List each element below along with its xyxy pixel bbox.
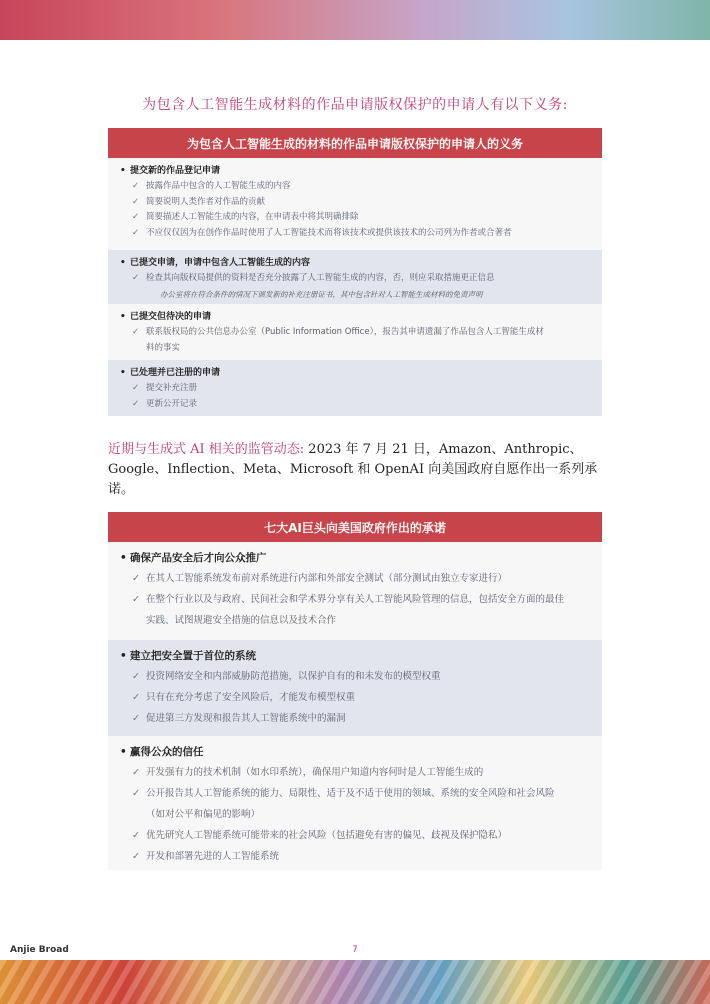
checkmark-icon: ✓: [132, 273, 140, 283]
list-item: ✓ 在其人工智能系统发布前对系统进行内部和外部安全测试（部分测试由独立专家进行）: [120, 568, 592, 589]
paragraph-highlight: 近期与生成式 AI 相关的监管动态:: [108, 442, 305, 457]
list-item: ✓ 提交补充注册: [120, 381, 592, 397]
paragraph-text: 2023 年 7 月 21 日，Amazon、Anthropic、Google、Inflection、Meta、Microsoft 和 OpenAI 向美国政府自愿作出一系列承诺。: [108, 442, 598, 497]
section-heading: • 已提交但待决的申请: [120, 310, 592, 325]
section-pending: [108, 304, 602, 360]
checkmark-icon: ✓: [132, 713, 140, 724]
section-heading: • 已处理并已注册的申请: [120, 366, 592, 381]
section-security-first: [108, 640, 602, 736]
bullet-icon: •: [120, 552, 127, 564]
page-number: 7: [352, 945, 358, 955]
list-item: ✓ 投资网络安全和内部威胁防范措施，以保护自有的和未发布的模型权重: [120, 666, 592, 687]
checkmark-icon: ✓: [132, 227, 140, 238]
checkmark-icon: ✓: [132, 327, 140, 337]
section-registered: [108, 360, 602, 416]
checkmark-icon: ✓: [132, 383, 140, 393]
checkmark-icon: ✓: [132, 851, 140, 862]
list-item: ✓ 开发强有力的技术机制（如水印系统），确保用户知道内容何时是人工智能生成的: [120, 762, 592, 783]
checkmark-icon: ✓: [132, 692, 140, 703]
section-submitted-with-ai: [108, 250, 602, 304]
section-new-application: [108, 158, 602, 250]
checkmark-icon: ✓: [132, 573, 140, 584]
checkmark-icon: ✓: [132, 398, 140, 409]
list-item: ✓ 只有在充分考虑了安全风险后，才能发布模型权重: [120, 687, 592, 708]
bullet-icon: •: [120, 312, 126, 322]
section-public-trust: [108, 736, 602, 870]
list-item: ✓ 优先研究人工智能系统可能带来的社会风险（包括避免有害的偏见、歧视及保护隐私）: [120, 825, 592, 846]
section-product-safety: [108, 542, 602, 640]
checkmark-icon: ✓: [132, 181, 140, 191]
section-heading: • 确保产品安全后才向公众推广: [120, 548, 592, 568]
panel-title: 七大AI巨头向美国政府作出的承诺: [108, 512, 602, 542]
checkmark-icon: ✓: [132, 788, 140, 799]
checkmark-icon: ✓: [132, 594, 140, 605]
footer-author: Anjie Broad: [10, 945, 69, 955]
checkmark-icon: ✓: [132, 671, 140, 682]
regulatory-paragraph: [108, 440, 602, 500]
bullet-icon: •: [120, 746, 127, 758]
list-item: ✓ 更新公开记录: [120, 397, 592, 413]
checkmark-icon: ✓: [132, 196, 140, 207]
section-heading: • 提交新的作品登记申请: [120, 164, 592, 179]
list-item: ✓ 不应仅仅因为在创作作品时使用了人工智能技术而将该技术或提供该技术的公司列为作者或合著者: [120, 226, 592, 242]
list-item: ✓ 简要说明人类作者对作品的贡献: [120, 195, 592, 211]
list-item: ✓ 公开报告其人工智能系统的能力、局限性、适于及不适于使用的领域、系统的安全风险和社会风险: [120, 783, 592, 804]
list-item: ✓ 促进第三方发现和报告其人工智能系统中的漏洞: [120, 708, 592, 729]
panel-title: 为包含人工智能生成的材料的作品申请版权保护的申请人的义务: [108, 128, 602, 158]
checkmark-icon: ✓: [132, 767, 140, 778]
commitments-panel: [108, 512, 602, 870]
section-heading: • 赢得公众的信任: [120, 742, 592, 762]
bullet-icon: •: [120, 650, 127, 662]
list-item: ✓ 简要描述人工智能生成的内容，在申请表中将其明确排除: [120, 210, 592, 226]
list-item: ✓ 联系版权局的公共信息办公室（Public Information Office），报告其申请遗漏了作品包含人工智能生成材: [120, 325, 592, 341]
bullet-icon: •: [120, 258, 126, 268]
list-item: ✓ 开发和部署先进的人工智能系统: [120, 846, 592, 867]
list-item: ✓ 检查其向版权局提供的资料是否充分披露了人工智能生成的内容，否，则应采取措施更正信息: [120, 271, 592, 287]
section-heading: 为包含人工智能生成材料的作品申请版权保护的申请人有以下义务:: [142, 97, 568, 113]
section-heading: • 建立把安全置于首位的系统: [120, 646, 592, 666]
list-item-continued: 料的事实: [146, 342, 181, 353]
list-item-continued: 实践、试图规避安全措施的信息以及技术合作: [146, 615, 337, 626]
list-item: ✓ 在整个行业以及与政府、民间社会和学术界分享有关人工智能风险管理的信息，包括安全方面的最佳: [120, 589, 592, 610]
top-decorative-band: [0, 0, 710, 40]
list-item-continued: （如对公平和偏见的影响）: [146, 809, 261, 820]
checkmark-icon: ✓: [132, 212, 140, 222]
bullet-icon: •: [120, 368, 126, 378]
section-heading: • 已提交申请，申请中包含人工智能生成的内容: [120, 256, 592, 271]
list-item: ✓ 披露作品中包含的人工智能生成的内容: [120, 179, 592, 195]
bullet-icon: •: [120, 166, 126, 176]
bottom-decorative-band: [0, 960, 710, 1004]
obligations-panel: [108, 128, 602, 416]
checkmark-icon: ✓: [132, 830, 140, 841]
note-text: 办公室将在符合条件的情况下颁发新的补充注册证书，其中包含针对人工智能生成材料的免责声明: [160, 289, 483, 299]
